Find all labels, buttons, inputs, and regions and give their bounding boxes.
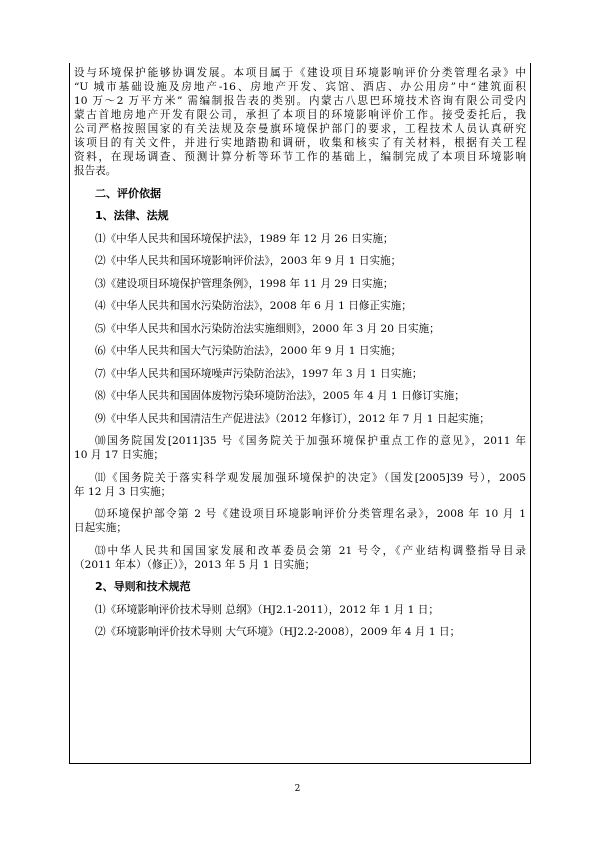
list-item: ⑴《中华人民共和国环境保护法》，1989 年 12 月 26 日实施； [95, 232, 394, 245]
list-item: ⑵《中华人民共和国环境影响评价法》，2003 年 9 月 1 日实施； [95, 255, 402, 267]
subsection-heading: 1、法律、法规 [95, 209, 169, 222]
list-item-line: 年 12 月 3 日实施； [74, 485, 172, 498]
list-item-line: （2011 年本）（修正）》，2013 年 5 月 1 日实施； [74, 558, 316, 571]
list-item: ⑷《中华人民共和国水污染防治法》，2008 年 6 月 1 日修正实施； [95, 300, 412, 312]
list-item [74, 434, 526, 462]
subsection-heading: 2、导则和技术规范 [95, 580, 191, 593]
intro-line: 蒙古首地房地产开发有限公司，承担了本项目的环境影响评价工作。接受委托后，我 [74, 109, 526, 121]
list-item: ⑸《中华人民共和国水污染防治法实施细则》，2000 年 3 月 20 日实施； [95, 322, 440, 335]
list-item: ⑵《环境影响评价技术导则 大气环境》（HJ2.2-2008），2009 年 4 月 1 日； [95, 626, 461, 638]
list-item [74, 544, 526, 572]
list-item: ⑻《中华人民共和国固体废物污染环境防治法》，2005 年 4 月 1 日修订实施； [95, 390, 465, 402]
list-item: ⑼《中华人民共和国清洁生产促进法》（2012 年修订），2012 年 7 月 1 日起实施； [95, 412, 490, 425]
intro-line: 公司严格按照国家的有关法规及奈曼旗环境保护部门的要求，工程技术人员认真研究 [74, 123, 526, 135]
list-item-line: ⑾《国务院关于落实科学观发展加强环境保护的决定》（国发[2005]39 号），2005 [95, 471, 526, 484]
intro-line: 资料，在现场调查、预测计算分析等环节工作的基础上，编制完成了本项目环境影响 [74, 151, 526, 163]
intro-line: 该项目的有关文件，并进行实地踏勘和调研，收集和核实了有关材料，根据有关工程 [74, 137, 526, 149]
document-body [74, 66, 526, 648]
list-item: ⑶《建设项目环境保护管理条例》，1998 年 11 月 29 日实施； [95, 277, 394, 290]
page-number: 2 [294, 784, 301, 794]
intro-line: 报告表。 [74, 165, 117, 177]
list-item-line: 10 月 17 日实施； [74, 449, 165, 461]
intro-paragraph [74, 66, 526, 178]
list-item-line: 日起实施； [74, 522, 127, 534]
list-item-line: ⑿环境保护部令第 2 号《建设项目环境影响评价分类管理名录》，2008 年 10 月 1 [95, 508, 526, 520]
list-item: ⑺《中华人民共和国环境噪声污染防治法》，1997 年 3 月 1 日实施； [95, 367, 423, 380]
list-item [74, 471, 526, 499]
section-heading: 二、评价依据 [95, 186, 161, 200]
intro-line: 设与环境保护能够协调发展。本项目属于《建设项目环境影响评价分类管理名录》中 [74, 67, 526, 79]
list-item-line: ⑽国务院国发[2011]35 号《国务院关于加强环境保护重点工作的意见》，2011 年 [95, 435, 526, 447]
list-item: ⑴《环境影响评价技术导则 总纲》（HJ2.1-2011），2012 年 1 月 1 日； [95, 603, 439, 616]
intro-line: 10 万～2 万平方米” 需编制报告表的类别。内蒙古八思巴环境技术咨询有限公司受内 [74, 95, 526, 107]
intro-line: “U 城市基础设施及房地产-16、房地产开发、宾馆、酒店、办公用房”中“建筑面积 [74, 81, 526, 93]
list-item-line: ⒀中华人民共和国国家发展和改革委员会第 21 号令，《产业结构调整指导目录 [95, 544, 526, 557]
list-item [74, 507, 526, 535]
list-item: ⑹《中华人民共和国大气污染防治法》，2000 年 9 月 1 日实施； [95, 345, 402, 357]
